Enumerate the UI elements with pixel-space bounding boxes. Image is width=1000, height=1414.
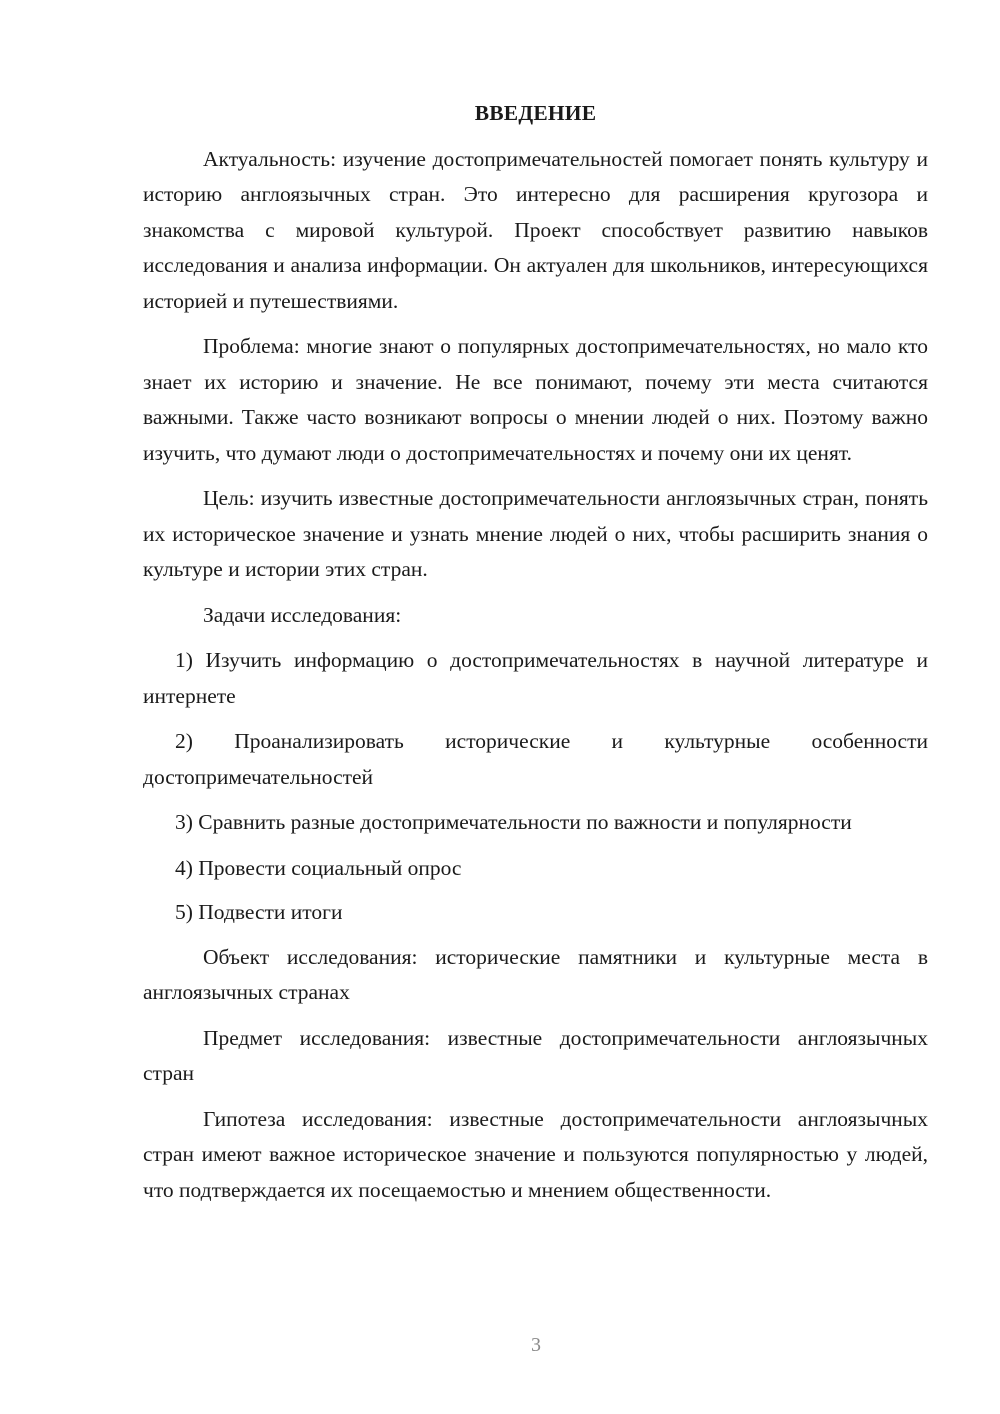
tasks-heading: Задачи исследования: <box>203 602 402 627</box>
problem-paragraph: Проблема: многие знают о популярных достопримечательностях, но мало кто знает их историю и значение. Не все понимают, почему эти места считаются важными. Также часто возникают вопросы о мнении людей о них. Поэтому важно изучить, что думают люди о достопримечательностях и почему они их ценят. <box>143 334 928 465</box>
goal-paragraph: Цель: изучить известные достопримечательности англоязычных стран, понять их историческое значение и узнать мнение людей о них, чтобы расширить знания о культуре и истории этих стран. <box>143 486 928 581</box>
hypothesis-paragraph: Гипотеза исследования: известные достопримечательности англоязычных стран имеют важное историческое значение и пользуются популярностью у людей, что подтверждается их посещаемостью и мнением общественности. <box>143 1106 928 1202</box>
task-item-2: 2) Проанализировать исторические и культурные особенности достопримечательностей <box>143 729 928 789</box>
document-body <box>143 96 928 1208</box>
subject-paragraph: Предмет исследования: известные достопримечательности англоязычных стран <box>143 1025 928 1085</box>
task-item-4: 4) Провести социальный опрос <box>175 855 462 880</box>
object-paragraph: Объект исследования: исторические памятники и культурные места в англоязычных странах <box>143 944 928 1004</box>
relevance-paragraph: Актуальность: изучение достопримечательностей помогает понять культуру и историю англоязычных стран. Это интересно для расширения кругозора и знакомства с мировой культурой. Проект способствует развитию навыков исследования и анализа информации. Он актуален для школьников, интересующихся историей и путешествиями. <box>143 146 928 313</box>
page-number: 3 <box>531 1334 541 1356</box>
task-item-5: 5) Подвести итоги <box>175 900 343 924</box>
task-item-3: 3) Сравнить разные достопримечательности по важности и популярности <box>175 810 852 834</box>
task-item-1: 1) Изучить информацию о достопримечательностях в научной литературе и интернете <box>143 648 928 708</box>
page-title: ВВЕДЕНИЕ <box>474 101 597 125</box>
